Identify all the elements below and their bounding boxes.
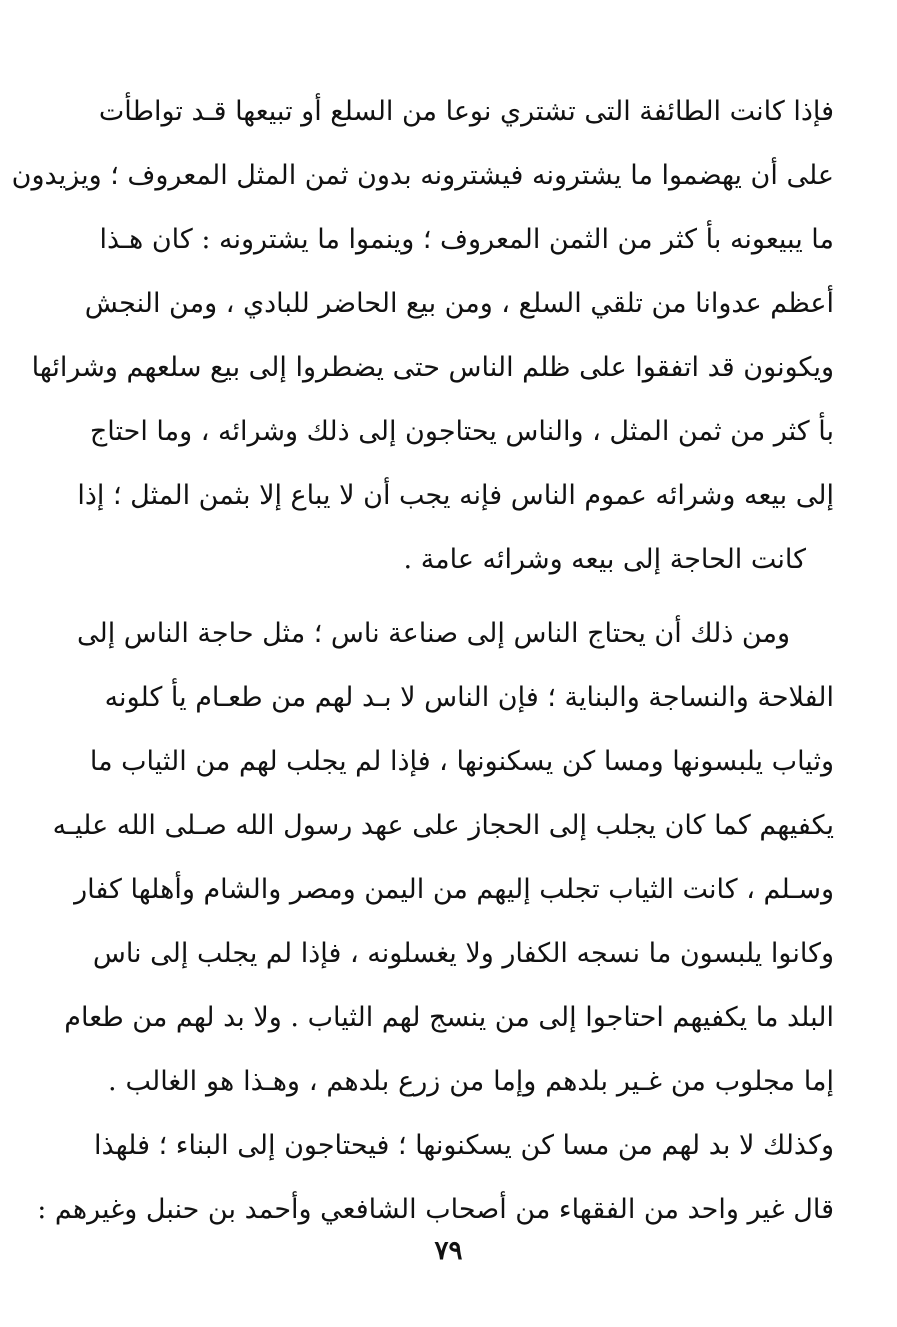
paragraph-2 — [37, 602, 834, 1242]
text-line: وكذلك لا بد لهم من مسا كن يسكنونها ؛ فيحتاجون إلى البناء ؛ فلهذا — [94, 1130, 834, 1161]
text-line: قال غير واحد من الفقهاء من أصحاب الشافعي وأحمد بن حنبل وغيرهم : — [37, 1194, 834, 1225]
text-line: يكفيهم كما كان يجلب إلى الحجاز على عهد رسول الله صـلى الله عليـه — [52, 810, 834, 841]
text-line: وثياب يلبسونها ومسا كن يسكنونها ، فإذا لم يجلب لهم من الثياب ما — [89, 746, 834, 777]
text-line: فإذا كانت الطائفة التى تشتري نوعا من السلع أو تبيعها قـد تواطأت — [98, 96, 834, 127]
text-line: كانت الحاجة إلى بيعه وشرائه عامة . — [403, 544, 806, 575]
text-line: بأ كثر من ثمن المثل ، والناس يحتاجون إلى ذلك وشرائه ، وما احتاج — [89, 416, 834, 447]
text-line: البلد ما يكفيهم احتاجوا إلى من ينسج لهم الثياب . ولا بد لهم من طعام — [64, 1002, 834, 1033]
text-line: إلى بيعه وشرائه عموم الناس فإنه يجب أن لا يباع إلا بثمن المثل ؛ إذا — [77, 480, 834, 511]
text-line: على أن يهضموا ما يشترونه فيشترونه بدون ثمن المثل المعروف ؛ ويزيدون — [11, 160, 834, 191]
text-line: أعظم عدوانا من تلقي السلع ، ومن بيع الحاضر للبادي ، ومن النجش — [84, 288, 834, 319]
text-line: ويكونون قد اتفقوا على ظلم الناس حتى يضطروا إلى بيع سلعهم وشرائها — [31, 352, 834, 383]
text-line: إما مجلوب من غـير بلدهم وإما من زرع بلدهم ، وهـذا هو الغالب . — [108, 1066, 834, 1097]
text-line: وكانوا يلبسون ما نسجه الكفار ولا يغسلونه ، فإذا لم يجلب إلى ناس — [92, 938, 834, 969]
text-line: ما يبيعونه بأ كثر من الثمن المعروف ؛ وينموا ما يشترونه : كان هـذا — [99, 224, 834, 255]
text-line: الفلاحة والنساجة والبناية ؛ فإن الناس لا بـد لهم من طعـام يأ كلونه — [104, 682, 834, 713]
text-line: ومن ذلك أن يحتاج الناس إلى صناعة ناس ؛ مثل حاجة الناس إلى — [76, 618, 790, 649]
text-line: وسـلم ، كانت الثياب تجلب إليهم من اليمن ومصر والشام وأهلها كفار — [74, 874, 834, 905]
paragraph-1 — [11, 80, 834, 592]
page-number: ٧٩ — [434, 1236, 463, 1266]
